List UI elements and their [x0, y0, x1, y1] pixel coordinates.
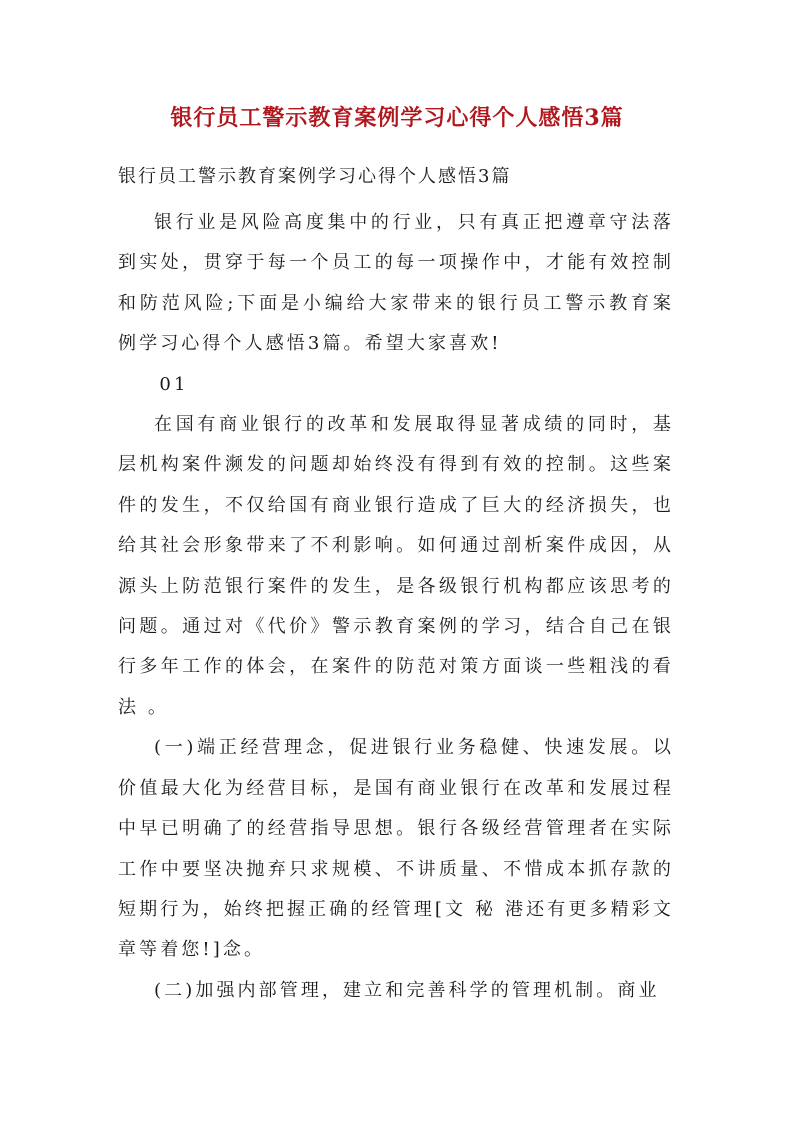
intro-paragraph: 银行业是风险高度集中的行业，只有真正把遵章守法落到实处，贯穿于每一个员工的每一项操作中，才能有效控制和防范风险;下面是小编给大家带来的银行员工警示教育案例学习心得个人感悟3篇。希望大家喜欢!	[118, 212, 674, 355]
point-two-paragraph: (二)加强内部管理，建立和完善科学的管理机制。商业	[154, 979, 660, 1001]
document-subtitle: 银行员工警示教育案例学习心得个人感悟3篇	[118, 166, 512, 187]
body-paragraph: 在国有商业银行的改革和发展取得显著成绩的同时，基层机构案件濒发的问题却始终没有得到有效的控制。这些案件的发生，不仅给国有商业银行造成了巨大的经济损失，也给其社会形象带来了不利影响。如何通过剖析案件成因，从源头上防范银行案件的发生，是各级银行机构都应该思考的问题。通过对《代价》警示教育案例的学习，结合自己在银行多年工作的体会，在案件的防范对策方面谈一些粗浅的看法 。	[118, 414, 674, 718]
section-number: 01	[159, 373, 189, 395]
document-title: 银行员工警示教育案例学习心得个人感悟3篇	[170, 105, 624, 131]
document-body	[118, 203, 674, 1011]
point-one-paragraph: (一)端正经营理念，促进银行业务稳健、快速发展。以价值最大化为经营目标，是国有商业银行在改革和发展过程中早已明确了的经营指导思想。银行各级经营管理者在实际工作中要坚决抛弃只求规模、不讲质量、不惜成本抓存款的短期行为，始终把握正确的经管理[文 秘 港还有更多精彩文章等着您!]念。	[118, 737, 674, 961]
